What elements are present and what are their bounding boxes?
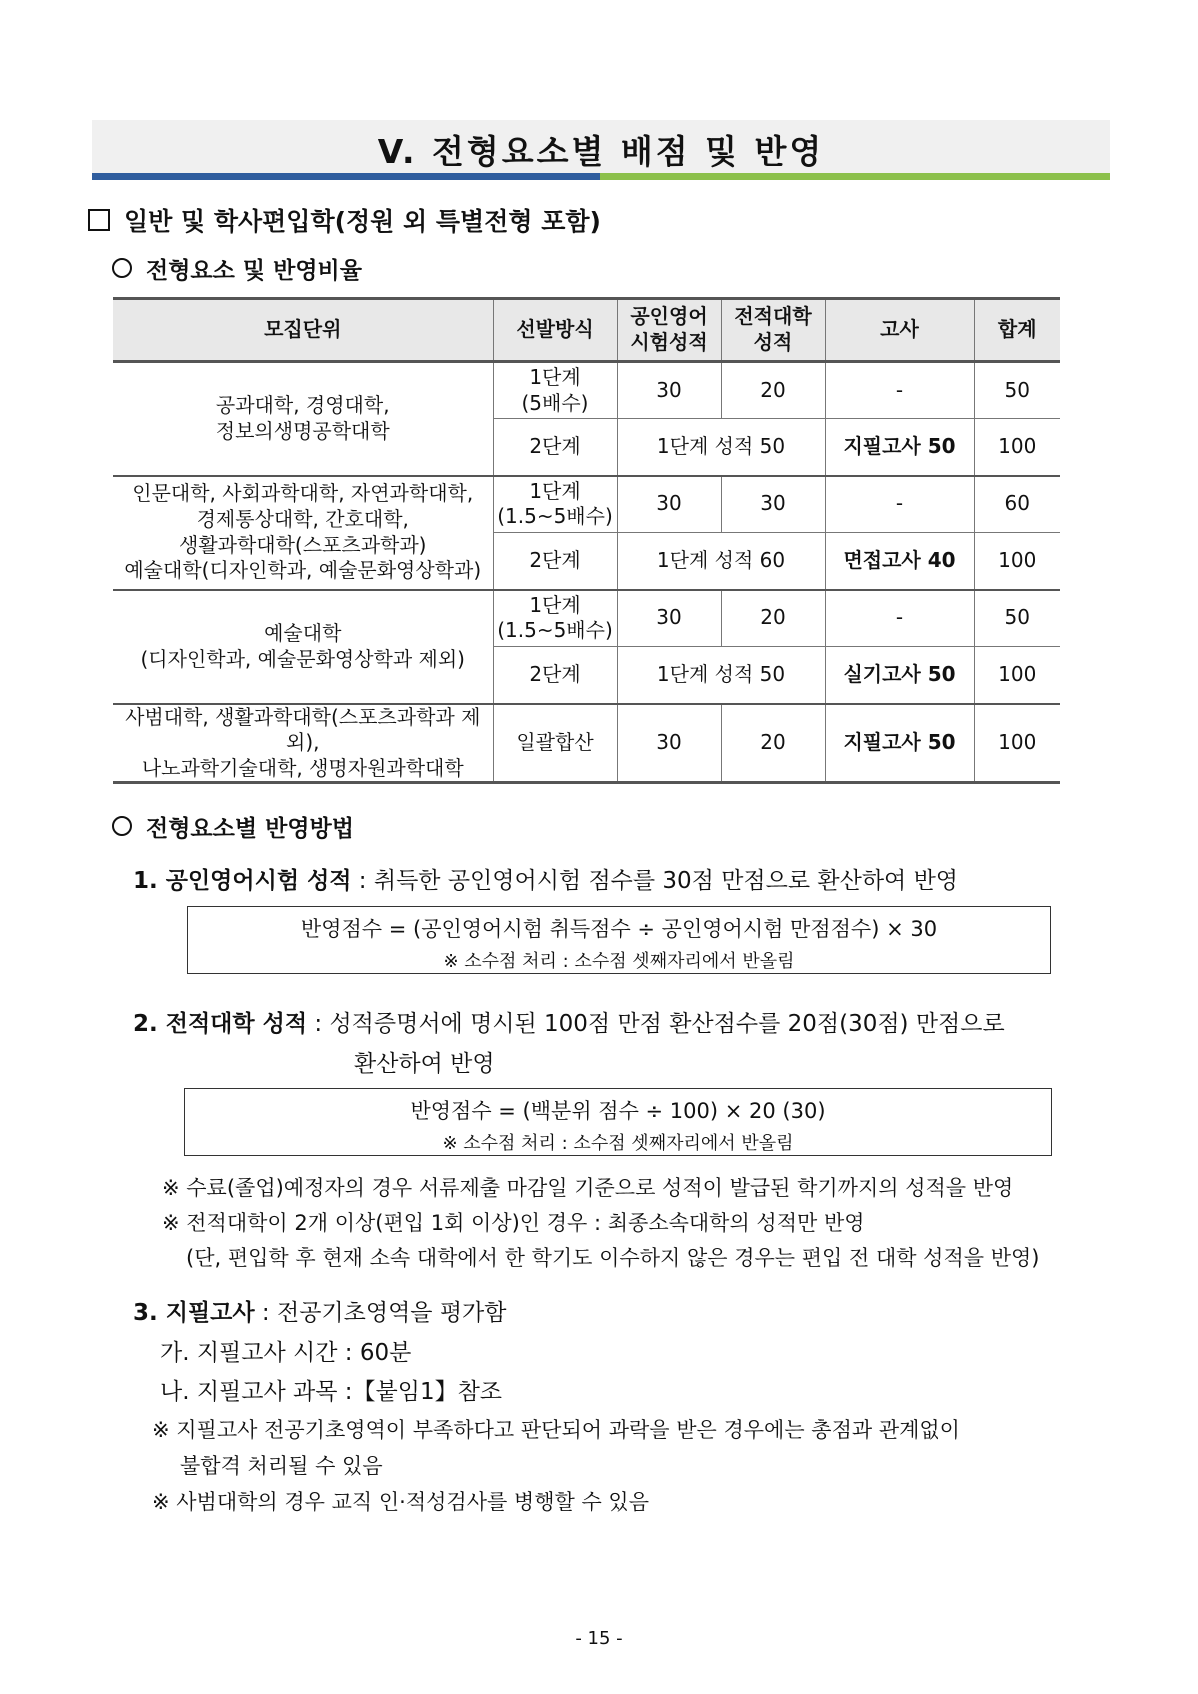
heading-text: 일반 및 학사편입학(정원 외 특별전형 포함) bbox=[124, 207, 601, 236]
total-cell: 100 bbox=[974, 704, 1060, 783]
formula-text: 반영점수 = (백분위 점수 ÷ 100) × 20 (30) bbox=[410, 1099, 826, 1123]
item-text: : 전공기초영역을 평가함 bbox=[254, 1300, 507, 1326]
table-row bbox=[113, 362, 1060, 419]
page-number: - 15 - bbox=[575, 1628, 623, 1649]
header-english: 공인영어 시험성적 bbox=[617, 299, 721, 362]
english-cell: 30 bbox=[617, 362, 721, 419]
exam-cell: 지필고사 50 bbox=[825, 704, 974, 783]
table-row bbox=[113, 590, 1060, 647]
item-written-exam bbox=[133, 1294, 507, 1327]
table-row bbox=[113, 476, 1060, 533]
english-cell: 30 bbox=[617, 476, 721, 533]
formula-note: ※ 소수점 처리 : 소수점 셋째자리에서 반올림 bbox=[443, 951, 795, 972]
method-cell: 2단계 bbox=[493, 419, 617, 476]
formula-box-english bbox=[187, 906, 1051, 974]
total-cell: 60 bbox=[974, 476, 1060, 533]
subheading-text: 전형요소 및 반영비율 bbox=[146, 258, 362, 284]
item-prev-univ bbox=[133, 1005, 1005, 1038]
header-total: 합계 bbox=[974, 299, 1060, 362]
header-prev-univ: 전적대학 성적 bbox=[721, 299, 825, 362]
note-completion: ※ 수료(졸업)예정자의 경우 서류제출 마감일 기준으로 성적이 발급된 학기까지의 성적을 반영 bbox=[162, 1176, 1014, 1200]
table-row bbox=[113, 704, 1060, 783]
exam-cell: 지필고사 50 bbox=[825, 419, 974, 476]
note-fail: ※ 지필고사 전공기초영역이 부족하다고 판단되어 과락을 받은 경우에는 총점과 관계없이 bbox=[152, 1418, 960, 1442]
subheading-method bbox=[112, 810, 354, 843]
prev-stage-cell: 1단계 성적 60 bbox=[617, 533, 825, 590]
square-bullet-icon bbox=[88, 209, 110, 231]
prev-stage-cell: 1단계 성적 50 bbox=[617, 419, 825, 476]
method-cell: 일괄합산 bbox=[493, 704, 617, 783]
method-cell: 2단계 bbox=[493, 533, 617, 590]
univ-cell: 30 bbox=[721, 476, 825, 533]
header-unit: 모집단위 bbox=[113, 299, 493, 362]
total-cell: 100 bbox=[974, 533, 1060, 590]
exam-cell: - bbox=[825, 476, 974, 533]
item-text: : 성적증명서에 명시된 100점 만점 환산점수를 20점(30점) 만점으로 bbox=[307, 1011, 1005, 1037]
note-fail-cont: 불합격 처리될 수 있음 bbox=[180, 1454, 383, 1478]
item-text: : 취득한 공인영어시험 점수를 30점 만점으로 환산하여 반영 bbox=[351, 868, 959, 894]
total-cell: 50 bbox=[974, 590, 1060, 647]
method-cell: 2단계 bbox=[493, 647, 617, 704]
english-cell: 30 bbox=[617, 704, 721, 783]
unit-cell: 인문대학, 사회과학대학, 자연과학대학, 경제통상대학, 간호대학, 생활과학대학(스포츠과학과) 예술대학(디자인학과, 예술문화영상학과) bbox=[113, 476, 493, 590]
note-multiple-univ: ※ 전적대학이 2개 이상(편입 1회 이상)인 경우 : 최종소속대학의 성적만 반영 bbox=[162, 1211, 865, 1235]
prev-stage-cell: 1단계 성적 50 bbox=[617, 647, 825, 704]
selection-ratio-table bbox=[113, 297, 1060, 784]
subheading-text: 전형요소별 반영방법 bbox=[146, 816, 354, 842]
header-exam: 고사 bbox=[825, 299, 974, 362]
formula-text: 반영점수 = (공인영어시험 취득점수 ÷ 공인영어시험 만점점수) × 30 bbox=[300, 917, 938, 941]
formula-box-univ bbox=[184, 1088, 1052, 1156]
circle-bullet-icon bbox=[112, 258, 132, 278]
item-english bbox=[133, 862, 958, 895]
note-teacher-exam: ※ 사범대학의 경우 교직 인·적성검사를 병행할 수 있음 bbox=[152, 1490, 650, 1514]
unit-cell: 예술대학 (디자인학과, 예술문화영상학과 제외) bbox=[113, 590, 493, 704]
section-banner bbox=[92, 120, 1110, 180]
univ-cell: 20 bbox=[721, 590, 825, 647]
subheading-ratio bbox=[112, 252, 362, 285]
english-cell: 30 bbox=[617, 590, 721, 647]
header-method: 선발방식 bbox=[493, 299, 617, 362]
exam-cell: 면접고사 40 bbox=[825, 533, 974, 590]
method-cell: 1단계 (5배수) bbox=[493, 362, 617, 419]
heading-general-transfer bbox=[88, 202, 601, 238]
univ-cell: 20 bbox=[721, 704, 825, 783]
banner-bar-green bbox=[600, 173, 1110, 180]
section-title: V. 전형요소별 배점 및 반영 bbox=[377, 132, 825, 171]
method-cell: 1단계 (1.5~5배수) bbox=[493, 590, 617, 647]
item-label: 1. 공인영어시험 성적 bbox=[133, 868, 352, 894]
item-label: 2. 전적대학 성적 bbox=[133, 1011, 308, 1037]
unit-cell: 공과대학, 경영대학, 정보의생명공학대학 bbox=[113, 362, 493, 476]
item-label: 3. 지필고사 bbox=[133, 1300, 255, 1326]
exam-time: 가. 지필고사 시간 : 60분 bbox=[160, 1340, 412, 1366]
exam-cell: 실기고사 50 bbox=[825, 647, 974, 704]
note-transfer-exception: (단, 편입학 후 현재 소속 대학에서 한 학기도 이수하지 않은 경우는 편입 전 대학 성적을 반영) bbox=[186, 1246, 1040, 1270]
exam-cell: - bbox=[825, 362, 974, 419]
exam-subject: 나. 지필고사 과목 :【붙임1】참조 bbox=[160, 1379, 503, 1405]
exam-cell: - bbox=[825, 590, 974, 647]
unit-cell: 사범대학, 생활과학대학(스포츠과학과 제외), 나노과학기술대학, 생명자원과학대학 bbox=[113, 704, 493, 783]
total-cell: 100 bbox=[974, 647, 1060, 704]
circle-bullet-icon bbox=[112, 816, 132, 836]
formula-note: ※ 소수점 처리 : 소수점 셋째자리에서 반올림 bbox=[442, 1133, 794, 1154]
total-cell: 50 bbox=[974, 362, 1060, 419]
method-cell: 1단계 (1.5~5배수) bbox=[493, 476, 617, 533]
banner-bar-blue bbox=[92, 173, 600, 180]
item-text-cont: 환산하여 반영 bbox=[354, 1051, 495, 1077]
univ-cell: 20 bbox=[721, 362, 825, 419]
table-header-row bbox=[113, 299, 1060, 362]
total-cell: 100 bbox=[974, 419, 1060, 476]
